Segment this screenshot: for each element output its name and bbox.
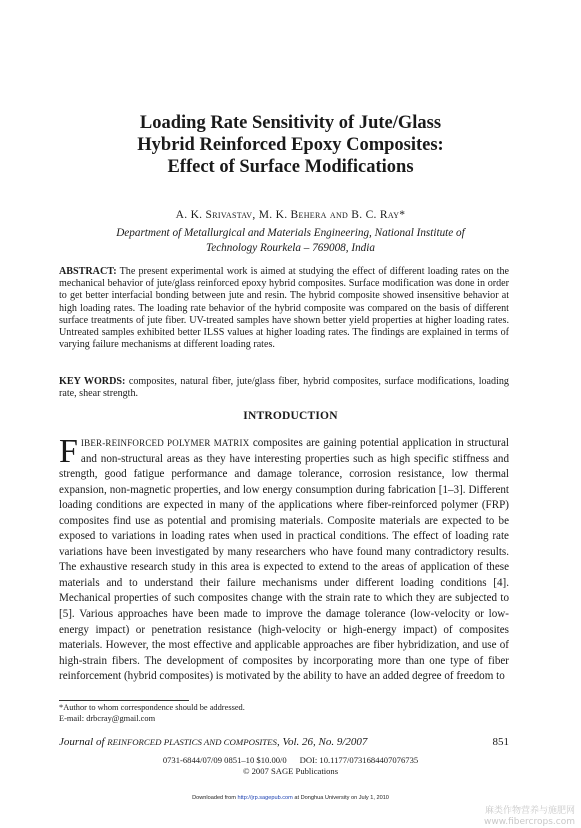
keywords-text: composites, natural fiber, jute/glass fiber, hybrid composites, surface modifications, loading rate, shear strength. <box>59 376 509 400</box>
download-link[interactable]: http://jrp.sagepub.com <box>237 795 293 801</box>
title-line: Effect of Surface Modifications <box>167 157 414 177</box>
publication-info <box>40 755 541 776</box>
watermark <box>484 806 575 828</box>
keywords-label: KEY WORDS: <box>59 376 126 387</box>
title-line: Loading Rate Sensitivity of Jute/Glass <box>139 113 442 133</box>
journal-line <box>59 736 509 748</box>
footnote <box>59 703 509 724</box>
intro-paragraph <box>59 433 509 685</box>
page-number: 851 <box>492 736 509 748</box>
watermark-line: www.fibercrops.com <box>484 817 575 827</box>
abstract-label: ABSTRACT: <box>59 266 117 277</box>
download-before: Downloaded from <box>192 795 238 801</box>
abstract <box>59 266 509 351</box>
intro-smallcaps: IBER-REINFORCED POLYMER MATRIX <box>80 438 250 448</box>
download-note <box>40 795 541 801</box>
intro-text: composites are gaining potential application in structural and non-structural areas as they have interesting properties such as high specific stiffness and strength, good fatigue performance and damage tolerance, corrosion resistance, low thermal expansion, non-magnetic properties, and low energy consumption during fabrication [1–3]. Different loading conditions are expected in many of the applications where fiber-reinforced polymer (FRP) composites find use as potential and promising materials. Composite materials are expected to be exposed to variations in loading rates when used in practical conditions. The effect of loading rate variations have been investigated by many researchers who have found many contradictory results. The exhaustive research study in this area is expected to extend to the areas of application of these materials and to understand their failure mechanisms under different loading conditions [4]. Mechanical properties of such composites change with the strain rate to which they are subjected to [5]. Various approaches have been made to improve the damage tolerance (low-velocity or low-energy impact) or penetration resistance (high-velocity or high-energy impact) of composites materials. However, the most effective and applicable approaches are fiber hybridization, and use of high-strain fibers. The development of composites by incorporating more than one type of fiber reinforcement (hybrid composites) is motivated by the ability to have an added degree of freedom to <box>59 437 509 683</box>
pubinfo-line: © 2007 SAGE Publications <box>242 765 339 776</box>
authors <box>40 209 541 221</box>
section-heading: INTRODUCTION <box>243 410 338 422</box>
journal-prefix: Journal of <box>59 736 108 748</box>
affiliation-line: Department of Metallurgical and Materials Engineering, National Institute of <box>116 227 465 239</box>
abstract-text: The present experimental work is aimed at studying the effect of different loading rates on the mechanical behavior of jute/glass reinforced epoxy hybrid composites. Surface modification was done in order to get better interfacial bonding between jute and resin. The hybrid composite showed insensitive behavior at high loading rates. The loading rate behavior of the hybrid composite was compared on the basis of different surface treatments of jute fiber. UV-treated samples have shown better yield properties at higher loading rates. Untreated samples exhibited better ILSS values at higher loading rates. The findings are explained in terms of varying failure mechanisms at different loading rates. <box>59 266 510 351</box>
download-after: at Donghua University on July 1, 2010 <box>292 795 389 801</box>
affiliation-line: Technology Rourkela – 769008, India <box>206 242 375 254</box>
footnote-email: E-mail: drbcray@gmail.com <box>59 713 156 723</box>
authors-text: A. K. Srivastav, M. K. Behera and B. C. Ray* <box>175 209 406 221</box>
paper-title <box>40 112 541 178</box>
journal-volume: , Vol. 26, No. 9/2007 <box>276 736 368 748</box>
affiliation <box>60 226 521 256</box>
journal-name: REINFORCED PLASTICS AND COMPOSITES <box>107 737 277 747</box>
drop-cap: F <box>59 433 78 470</box>
keywords <box>59 376 509 400</box>
title-line: Hybrid Reinforced Epoxy Composites: <box>137 135 444 155</box>
footnote-rule <box>59 700 189 701</box>
footnote-author-note: *Author to whom correspondence should be addressed. <box>59 703 245 712</box>
pubinfo-line: 0731-6844/07/09 0851–10 $10.00/0 DOI: 10.1177/0731684407076735 <box>162 755 419 765</box>
watermark-line: 麻类作物营养与施肥网 <box>484 806 575 816</box>
